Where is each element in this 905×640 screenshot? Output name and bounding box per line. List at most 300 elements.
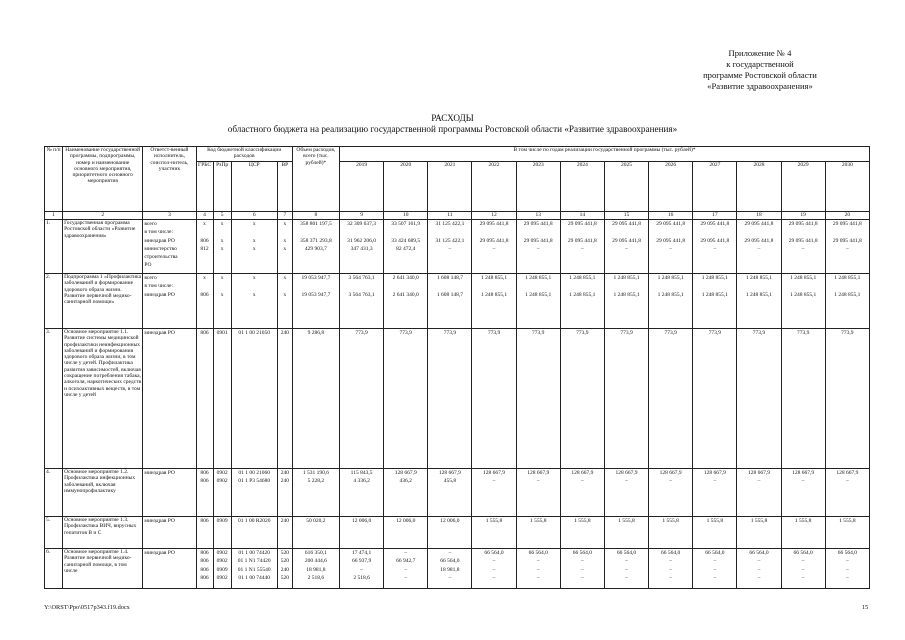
row-grbs-line: 806 bbox=[200, 550, 209, 556]
row-year-value-line: 128 667,9 bbox=[483, 470, 506, 476]
column-number: 20 bbox=[825, 212, 869, 220]
row-total-line bbox=[294, 282, 338, 290]
row-csr-line: х bbox=[252, 275, 256, 281]
row-csr-line: 01 1 00 74440 bbox=[238, 574, 271, 581]
header-rzpr: РзПр bbox=[213, 162, 231, 212]
header-vr: ВР bbox=[277, 162, 292, 212]
header-year: 2029 bbox=[781, 162, 825, 212]
header-year: 2022 bbox=[472, 162, 516, 212]
row-year-value-line: 29 095 441,8 bbox=[700, 237, 730, 244]
row-grbs-line: 806 bbox=[200, 478, 209, 485]
row-executor-line: минздрав РО bbox=[144, 470, 175, 476]
appendix-line: «Развитие здравоохранения» bbox=[707, 81, 813, 91]
row-year-value bbox=[693, 274, 737, 329]
header-name: Наименование государственной программы, подпрограммы, номер и наименование основного мероприятия, приоритетного основного мероприятия bbox=[63, 147, 143, 212]
row-year-value-line: 29 095 441,8 bbox=[523, 237, 553, 244]
row-year-value-line: 773,9 bbox=[487, 330, 501, 336]
row-vr-line: 240 bbox=[280, 470, 289, 476]
row-year-value-line: – bbox=[492, 574, 496, 581]
row-year-value-line: 773,9 bbox=[664, 330, 677, 336]
row-year-value-line: 1 248 855,1 bbox=[790, 275, 817, 281]
row-year-value-line: – bbox=[580, 478, 584, 485]
column-number: 9 bbox=[340, 212, 384, 220]
row-year-value-line: 66 564,0 bbox=[528, 550, 548, 556]
row-vr-line bbox=[279, 261, 291, 269]
row-grbs-line: 806 bbox=[200, 518, 209, 524]
row-year-value-line bbox=[473, 261, 514, 269]
row-grbs-line bbox=[198, 253, 212, 261]
row-year-value-line bbox=[738, 282, 779, 290]
row-total-line: 19 053 947,7 bbox=[301, 275, 331, 281]
row-rzpr-line: х bbox=[220, 291, 224, 298]
row-year-value-line: 128 667,9 bbox=[659, 470, 682, 476]
row-grbs bbox=[196, 220, 213, 274]
row-year-value-line: 29 095 441,8 bbox=[612, 221, 641, 227]
row-number: 6. bbox=[45, 549, 63, 589]
column-number: 11 bbox=[428, 212, 472, 220]
row-year-value-line: – bbox=[536, 574, 540, 581]
row-grbs bbox=[196, 469, 213, 517]
row-vr-line: х bbox=[283, 221, 287, 227]
row-year-value-line: 29 095 441,8 bbox=[788, 237, 818, 244]
row-csr bbox=[231, 329, 277, 469]
row-year-value-line: – bbox=[448, 574, 452, 581]
row-executor bbox=[143, 549, 196, 589]
row-year-value-line: 455,8 bbox=[443, 478, 457, 485]
column-number: 1 bbox=[45, 212, 63, 220]
row-year-value-line: 31 962 206,0 bbox=[347, 237, 377, 244]
row-year-value-line bbox=[606, 282, 647, 290]
row-year-value-line: 1 555,8 bbox=[839, 518, 856, 524]
row-year-value bbox=[781, 329, 825, 469]
row-year-value bbox=[340, 329, 384, 469]
row-year-value-line: 773,9 bbox=[532, 330, 545, 336]
row-year-value-line: 32 309 637,3 bbox=[347, 221, 377, 227]
row-year-value-line bbox=[518, 282, 559, 290]
row-executor-line: минздрав РО bbox=[144, 237, 175, 244]
row-year-value-line bbox=[341, 282, 382, 290]
column-number: 15 bbox=[604, 212, 648, 220]
row-year-value bbox=[516, 274, 560, 329]
column-number: 10 bbox=[384, 212, 428, 220]
row-year-value-line bbox=[606, 261, 647, 269]
row-rzpr bbox=[213, 549, 231, 589]
row-year-value bbox=[560, 549, 604, 589]
row-rzpr bbox=[213, 469, 231, 517]
header-year: 2021 bbox=[428, 162, 472, 212]
row-year-value-line: 66 564,0 bbox=[572, 550, 592, 556]
row-year-value bbox=[472, 517, 516, 549]
row-year-value-line: 4 336,2 bbox=[353, 478, 370, 485]
row-year-value-line: 115 843,5 bbox=[350, 470, 373, 476]
row-rzpr-line bbox=[215, 253, 230, 261]
row-year-value-line: 29 095 441,8 bbox=[656, 221, 686, 227]
row-year-value-line: 31 125 422,1 bbox=[435, 237, 465, 244]
row-year-value-line: 128 667,9 bbox=[703, 470, 726, 476]
row-year-value-line: – bbox=[713, 574, 717, 581]
table-row bbox=[45, 549, 870, 589]
row-csr-line bbox=[233, 228, 276, 236]
footer-path: Y:\ORST\Ppo\0517p343.f19.docx bbox=[44, 604, 130, 611]
row-vr-line: 520 bbox=[280, 558, 289, 565]
row-year-value-line: 18 981,8 bbox=[440, 566, 460, 573]
row-year-value bbox=[604, 549, 648, 589]
row-year-value-line: 33 424 689,5 bbox=[391, 237, 421, 244]
row-year-value-line: – bbox=[669, 478, 673, 485]
row-name: Основное мероприятие 1.2. Профилактика инфекционных заболеваний, включая иммунопрофилактику bbox=[63, 469, 143, 517]
row-year-value-line: – bbox=[669, 245, 673, 252]
row-year-value bbox=[340, 220, 384, 274]
row-rzpr-line: 0901 bbox=[216, 330, 228, 336]
row-year-value-line bbox=[827, 282, 868, 290]
row-year-value bbox=[516, 469, 560, 517]
row-year-value-line: – bbox=[801, 478, 805, 485]
row-year-value-line: – bbox=[801, 245, 805, 252]
row-year-value bbox=[340, 549, 384, 589]
row-year-value-line: – bbox=[669, 558, 673, 565]
row-year-value-line bbox=[783, 253, 824, 261]
row-rzpr-line: х bbox=[220, 245, 224, 252]
row-year-value-line bbox=[518, 253, 559, 261]
row-year-value-line: 128 667,9 bbox=[394, 470, 417, 476]
row-year-value bbox=[516, 549, 560, 589]
row-year-value-line: 66 564,0 bbox=[661, 550, 681, 556]
row-year-value-line: 1 555,8 bbox=[662, 518, 679, 524]
row-year-value-line: 2 641 340,0 bbox=[392, 275, 419, 281]
row-year-value-line bbox=[783, 261, 824, 269]
row-year-value bbox=[560, 274, 604, 329]
row-year-value bbox=[384, 274, 428, 329]
row-year-value bbox=[737, 549, 781, 589]
row-total-line: 2 518,6 bbox=[307, 574, 325, 581]
row-year-value bbox=[604, 220, 648, 274]
row-year-value-line bbox=[694, 253, 735, 261]
row-executor bbox=[143, 517, 196, 549]
row-year-value-line: – bbox=[801, 574, 805, 581]
row-vr-line: 240 bbox=[280, 478, 289, 485]
row-year-value bbox=[428, 329, 472, 469]
row-vr-line bbox=[279, 282, 291, 290]
row-year-value bbox=[737, 220, 781, 274]
row-year-value bbox=[516, 220, 560, 274]
row-year-value-line: 1 248 855,1 bbox=[790, 291, 817, 298]
row-year-value bbox=[340, 469, 384, 517]
row-grbs-line: 806 bbox=[200, 291, 209, 298]
row-executor bbox=[143, 274, 196, 329]
row-year-value-line: 1 248 855,1 bbox=[480, 291, 508, 298]
row-year-value-line bbox=[827, 261, 868, 269]
row-year-value bbox=[384, 517, 428, 549]
row-total-line: 18 981,8 bbox=[306, 566, 326, 573]
row-year-value bbox=[693, 469, 737, 517]
row-vr-line: 240 bbox=[280, 330, 289, 336]
row-csr-line: 01 1 N1 74420 bbox=[237, 558, 271, 565]
row-year-value-line bbox=[738, 253, 779, 261]
row-executor-line: министерство bbox=[144, 245, 177, 252]
row-year-value bbox=[649, 274, 693, 329]
row-grbs-line bbox=[198, 261, 212, 269]
row-vr bbox=[277, 469, 292, 517]
row-year-value-line: – bbox=[580, 245, 584, 252]
row-year-value-line bbox=[783, 282, 824, 290]
row-year-value-line bbox=[385, 228, 426, 236]
row-rzpr bbox=[213, 274, 231, 329]
row-executor-line: в том числе: bbox=[144, 229, 174, 236]
row-rzpr-line: 0902 bbox=[216, 550, 228, 556]
row-csr-line: 01 1 P3 54680 bbox=[238, 478, 271, 485]
row-vr bbox=[277, 517, 292, 549]
row-year-value bbox=[825, 469, 869, 517]
page-number: 15 bbox=[862, 604, 869, 611]
row-rzpr-line: 0909 bbox=[216, 518, 228, 524]
row-grbs-line: х bbox=[203, 221, 206, 227]
row-year-value-line: – bbox=[448, 550, 452, 556]
row-year-value-line: – bbox=[713, 245, 717, 252]
row-year-value-line: – bbox=[845, 478, 849, 485]
row-year-value bbox=[825, 517, 869, 549]
header-years-group: В том числе по годам реализации государственной программы (тыс. рублей)* bbox=[340, 147, 870, 162]
row-year-value-line bbox=[518, 261, 559, 269]
row-year-value bbox=[737, 469, 781, 517]
row-year-value-line: 29 095 441,8 bbox=[567, 221, 597, 227]
row-year-value-line: 29 095 441,8 bbox=[744, 221, 774, 227]
row-vr-line: 520 bbox=[280, 550, 289, 556]
row-year-value-line bbox=[385, 282, 426, 290]
row-year-value-line bbox=[429, 282, 470, 290]
row-grbs bbox=[196, 274, 213, 329]
row-year-value-line: – bbox=[625, 574, 628, 581]
row-total-line: 9 286,8 bbox=[307, 330, 325, 336]
row-year-value-line: – bbox=[713, 478, 717, 485]
row-vr-line: 520 bbox=[280, 574, 289, 581]
row-year-value-line: – bbox=[669, 574, 673, 581]
row-year-value-line bbox=[473, 253, 514, 261]
table-row bbox=[45, 517, 870, 549]
row-year-value bbox=[472, 220, 516, 274]
appendix-line: к государственной bbox=[726, 59, 794, 69]
row-year-value-line: – bbox=[757, 566, 761, 573]
table-row bbox=[45, 329, 870, 469]
column-number: 2 bbox=[63, 212, 143, 220]
row-year-value bbox=[693, 220, 737, 274]
row-year-value-line: 1 248 855,1 bbox=[613, 275, 640, 281]
row-year-value-line: – bbox=[625, 566, 628, 573]
row-rzpr-line: 0902 bbox=[216, 470, 228, 476]
row-year-value-line: – bbox=[536, 558, 540, 565]
header-executor: Ответст-венный исполнитель, соиспол-нитель, участник bbox=[143, 147, 196, 212]
row-year-value-line: – bbox=[845, 245, 849, 252]
row-grbs-line: 806 bbox=[200, 237, 209, 244]
row-year-value bbox=[649, 549, 693, 589]
row-year-value bbox=[825, 220, 869, 274]
row-year-value bbox=[560, 220, 604, 274]
row-year-value-line: 1 248 855,1 bbox=[525, 291, 552, 298]
row-year-value-line: 66 937,9 bbox=[351, 558, 372, 565]
column-number: 5 bbox=[213, 212, 231, 220]
row-year-value-line: 1 608 148,7 bbox=[436, 291, 463, 298]
table-row bbox=[45, 469, 870, 517]
row-executor-line: в том числе: bbox=[144, 283, 174, 290]
header-year: 2025 bbox=[604, 162, 648, 212]
row-year-value-line: 128 667,9 bbox=[438, 470, 461, 476]
row-year-value-line bbox=[783, 228, 824, 236]
row-year-value-line: – bbox=[669, 566, 673, 573]
row-year-value-line: – bbox=[625, 245, 628, 252]
row-year-value bbox=[737, 274, 781, 329]
row-executor-line: РО bbox=[144, 262, 152, 269]
row-year-value-line: 773,9 bbox=[708, 330, 722, 336]
row-total-line: 1 531 190,6 bbox=[302, 470, 329, 476]
row-year-value-line: 436,2 bbox=[399, 478, 412, 485]
row-year-value bbox=[604, 274, 648, 329]
row-executor-line bbox=[144, 557, 194, 565]
row-year-value bbox=[825, 329, 869, 469]
row-csr-line: х bbox=[252, 245, 256, 252]
expenses-table bbox=[44, 146, 870, 589]
row-year-value bbox=[340, 274, 384, 329]
row-year-value-line bbox=[562, 253, 603, 261]
row-executor-line: всего bbox=[144, 221, 157, 227]
row-year-value-line: – bbox=[713, 558, 717, 565]
row-year-value-line: 29 095 441,8 bbox=[523, 221, 553, 227]
row-year-value-line: 1 555,8 bbox=[485, 518, 503, 524]
row-year-value-line: 1 248 855,1 bbox=[569, 275, 596, 281]
row-total bbox=[292, 517, 339, 549]
row-year-value-line: 17 474,1 bbox=[351, 550, 372, 556]
row-year-value-line: – bbox=[845, 558, 849, 565]
row-year-value-line: 773,9 bbox=[355, 330, 368, 336]
column-number: 7 bbox=[277, 212, 292, 220]
row-year-value-line: 29 095 441,8 bbox=[832, 221, 862, 227]
row-rzpr-line: х bbox=[220, 221, 224, 227]
row-year-value-line bbox=[827, 253, 868, 261]
row-year-value-line: 66 564,0 bbox=[837, 550, 857, 556]
header-year: 2030 bbox=[825, 162, 869, 212]
row-year-value bbox=[384, 220, 428, 274]
header-year: 2023 bbox=[516, 162, 560, 212]
column-number: 6 bbox=[231, 212, 277, 220]
row-name: Основное мероприятие 1.1. Развитие системы медицинской профилактики неинфекционных заболеваний и формирования здорового образа жизни, в том числе у детей. Профилактика развития зависимостей, включая сокращение потребления табака, алкоголя, наркотических средств и психоактивных веществ, в том числе у детей bbox=[63, 329, 143, 469]
row-year-value-line: 773,9 bbox=[752, 330, 766, 336]
row-year-value-line: 773,9 bbox=[399, 330, 412, 336]
row-year-value-line: 1 248 855,1 bbox=[657, 291, 684, 298]
row-year-value-line bbox=[385, 261, 426, 269]
row-year-value-line: – bbox=[580, 558, 584, 565]
column-number: 12 bbox=[472, 212, 516, 220]
row-year-value-line: 1 555,8 bbox=[706, 518, 724, 524]
header-year: 2027 bbox=[693, 162, 737, 212]
row-year-value-line: 128 667,9 bbox=[571, 470, 594, 476]
row-year-value-line: – bbox=[404, 550, 408, 556]
row-year-value bbox=[560, 469, 604, 517]
row-csr bbox=[231, 549, 277, 589]
row-year-value-line: 128 667,9 bbox=[527, 470, 550, 476]
row-year-value bbox=[693, 329, 737, 469]
row-total bbox=[292, 549, 339, 589]
row-year-value-line: 66 942,7 bbox=[396, 558, 416, 565]
row-year-value-line: 773,9 bbox=[576, 330, 589, 336]
row-executor-line bbox=[144, 574, 194, 582]
row-csr bbox=[231, 469, 277, 517]
row-year-value bbox=[428, 549, 472, 589]
row-year-value-line: 1 248 855,1 bbox=[701, 275, 728, 281]
column-number: 4 bbox=[196, 212, 213, 220]
row-number: 3. bbox=[45, 329, 63, 469]
column-number: 14 bbox=[560, 212, 604, 220]
header-year: 2020 bbox=[384, 162, 428, 212]
row-year-value bbox=[428, 274, 472, 329]
row-year-value bbox=[340, 517, 384, 549]
row-year-value-line: 1 248 855,1 bbox=[745, 291, 773, 298]
row-rzpr-line: 0902 bbox=[216, 574, 228, 581]
row-year-value bbox=[428, 220, 472, 274]
row-csr-line: х bbox=[252, 291, 256, 298]
header-year: 2028 bbox=[737, 162, 781, 212]
row-total-line: 200 444,6 bbox=[304, 558, 327, 565]
row-name: Основное мероприятие 1.4. Развитие первичной медико-санитарной помощи, в том числе bbox=[63, 549, 143, 589]
row-vr bbox=[277, 329, 292, 469]
row-year-value-line: 3 564 763,1 bbox=[348, 275, 375, 281]
row-year-value-line: – bbox=[845, 574, 849, 581]
row-year-value-line: – bbox=[536, 478, 540, 485]
row-vr bbox=[277, 274, 292, 329]
row-grbs-line: 806 bbox=[200, 566, 209, 573]
header-year: 2019 bbox=[340, 162, 384, 212]
row-executor-line: всего bbox=[144, 275, 157, 281]
row-year-value-line bbox=[473, 228, 514, 236]
row-year-value-line bbox=[738, 228, 779, 236]
row-year-value bbox=[604, 469, 648, 517]
row-year-value-line: 66 564,0 bbox=[440, 558, 460, 565]
row-year-value-line: 66 564,0 bbox=[705, 550, 725, 556]
row-total-line bbox=[294, 228, 338, 236]
row-year-value-line bbox=[650, 253, 691, 261]
row-rzpr-line bbox=[215, 261, 230, 269]
row-year-value-line: 12 006,0 bbox=[351, 518, 372, 524]
row-name: Основное мероприятие 1.3. Профилактика ВИЧ, вирусных гепатитов В и С bbox=[63, 517, 143, 549]
row-year-value-line: 29 095 441,8 bbox=[832, 237, 862, 244]
row-number: 2. bbox=[45, 274, 63, 329]
row-number: 1. bbox=[45, 220, 63, 274]
row-year-value bbox=[649, 220, 693, 274]
row-vr-line bbox=[279, 228, 291, 236]
row-executor bbox=[143, 220, 196, 274]
row-year-value-line bbox=[827, 228, 868, 236]
row-year-value bbox=[384, 469, 428, 517]
table-row bbox=[45, 220, 870, 274]
column-number: 8 bbox=[292, 212, 339, 220]
row-year-value-line: 29 095 441,8 bbox=[656, 237, 686, 244]
row-executor bbox=[143, 469, 196, 517]
row-total bbox=[292, 220, 339, 274]
row-year-value bbox=[781, 469, 825, 517]
header-total: Объем расходов, всего (тыс. рублей)* bbox=[292, 147, 339, 212]
row-year-value-line: – bbox=[757, 245, 761, 252]
row-total-line bbox=[294, 261, 338, 269]
row-rzpr bbox=[213, 220, 231, 274]
row-year-value bbox=[737, 517, 781, 549]
row-year-value-line: 128 667,9 bbox=[615, 470, 638, 476]
row-year-value-line: 66 564,0 bbox=[616, 550, 637, 556]
row-year-value-line bbox=[562, 228, 603, 236]
row-year-value-line: 66 564,0 bbox=[484, 550, 504, 556]
row-year-value-line: 66 564,0 bbox=[749, 550, 769, 556]
row-year-value-line bbox=[562, 282, 603, 290]
row-year-value bbox=[649, 517, 693, 549]
row-csr-line: х bbox=[252, 237, 256, 244]
row-rzpr-line bbox=[215, 282, 230, 290]
row-year-value-line: 1 248 855,1 bbox=[701, 291, 728, 298]
